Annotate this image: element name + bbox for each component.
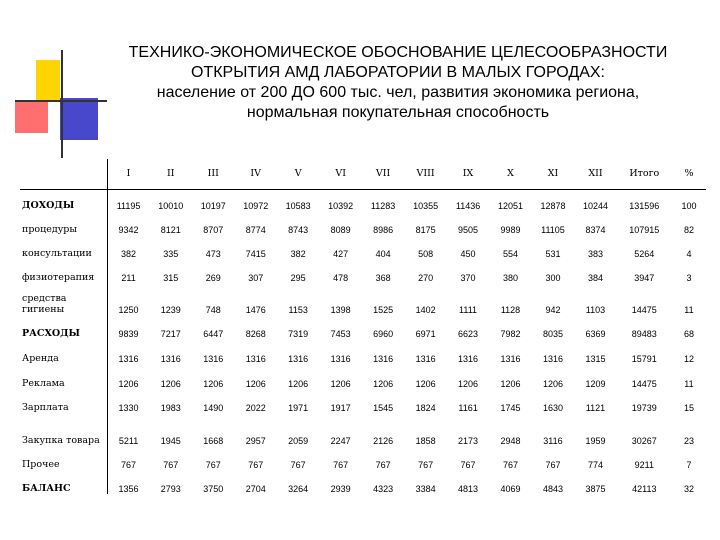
table-cell: 3384 (415, 484, 436, 494)
table-cell: 1206 (458, 379, 479, 389)
table-cell: 7319 (288, 329, 309, 339)
table-cell: 1630 (542, 403, 563, 413)
table-cell: 767 (290, 460, 306, 470)
column-header: Итого (629, 168, 660, 180)
table-cell: 368 (375, 273, 391, 283)
table-cell: 1250 (118, 305, 139, 315)
table-cell: 30267 (631, 436, 657, 446)
table-cell: 1206 (118, 379, 139, 389)
table-cell: 767 (503, 460, 519, 470)
table-cell: 473 (205, 249, 221, 259)
table-cell: 12051 (498, 201, 524, 211)
table-cell: 384 (587, 273, 603, 283)
table-cell: 269 (205, 273, 221, 283)
table-cell: 1161 (458, 403, 478, 413)
table-cell: 12878 (540, 201, 566, 211)
row-label: Прочее (20, 446, 107, 470)
table-cell: 15791 (631, 354, 657, 364)
table-cell: 7 (686, 460, 692, 470)
row-label: Реклама (20, 364, 107, 389)
table-cell: 1917 (330, 403, 351, 413)
row-label: средства гигиены (20, 283, 107, 315)
column-header: X (507, 168, 514, 180)
column-header: XII (588, 168, 603, 180)
table-cell: 1316 (160, 354, 181, 364)
table-cell: 9505 (458, 225, 479, 235)
table-cell: 1206 (160, 379, 181, 389)
table-row (20, 413, 706, 446)
table-cell: 1206 (330, 379, 351, 389)
table-cell: 1316 (458, 354, 479, 364)
table-cell: 3750 (203, 484, 224, 494)
table-cell: 9342 (118, 225, 139, 235)
table-cell: 10583 (285, 201, 311, 211)
table-cell: 8035 (542, 329, 563, 339)
table-row (20, 389, 706, 413)
table-cell: 3264 (288, 484, 309, 494)
table-cell: 7415 (245, 249, 266, 259)
table-cell: 2948 (500, 436, 521, 446)
table-cell: 68 (683, 329, 694, 339)
table-cell: 382 (290, 249, 306, 259)
decor-horizontal-line (15, 100, 107, 102)
table-cell: 9839 (118, 329, 139, 339)
table-cell: 6369 (585, 329, 606, 339)
table-cell: 307 (248, 273, 264, 283)
table-cell: 15 (683, 403, 694, 413)
title-line-3: население от 200 ДО 600 тыс. чел, развития экономика региона, (156, 84, 640, 101)
table-cell: 767 (163, 460, 179, 470)
table-cell: 1971 (288, 403, 309, 413)
table-cell: 1206 (500, 379, 521, 389)
table-cell: 23 (683, 436, 694, 446)
table-cell: 1858 (415, 436, 436, 446)
table-cell: 10244 (582, 201, 608, 211)
table-cell: 3875 (585, 484, 606, 494)
table-cell: 9211 (634, 460, 654, 470)
table-cell: 315 (163, 273, 179, 283)
table-cell: 6447 (203, 329, 224, 339)
table-cell: 1315 (585, 354, 606, 364)
column-header: I (126, 168, 131, 180)
table-cell: 11 (684, 305, 694, 315)
table-cell: 2022 (245, 403, 266, 413)
table-cell: 6623 (458, 329, 479, 339)
row-label: процедуры (20, 211, 107, 235)
row-label: Закупка товара (20, 413, 107, 446)
table-cell: 370 (460, 273, 476, 283)
table-cell: 300 (545, 273, 561, 283)
table-cell: 131596 (629, 201, 660, 211)
table-cell: 767 (248, 460, 264, 470)
table-cell: 5264 (634, 249, 655, 259)
table-cell: 2793 (160, 484, 181, 494)
table-cell: 1209 (585, 379, 606, 389)
table-cell: 1525 (373, 305, 394, 315)
table-cell: 380 (503, 273, 519, 283)
table-cell: 4813 (458, 484, 479, 494)
table-cell: 6960 (373, 329, 394, 339)
title-line-1: ТЕХНИКО-ЭКОНОМИЧЕСКОЕ ОБОСНОВАНИЕ ЦЕЛЕСООБРАЗНОСТИ (128, 44, 668, 61)
table-cell: 10010 (158, 201, 184, 211)
table-cell: 1206 (415, 379, 436, 389)
table-cell: 2957 (245, 436, 266, 446)
table-cell: 404 (375, 249, 391, 259)
table-cell: 89483 (631, 329, 657, 339)
table-row (20, 189, 706, 211)
table-cell: 8089 (330, 225, 351, 235)
table-cell: 478 (333, 273, 349, 283)
table-cell: 1206 (288, 379, 309, 389)
decor-yellow-square (36, 60, 60, 102)
table-cell: 11105 (541, 225, 565, 235)
table-cell: 4069 (500, 484, 521, 494)
table-row (20, 339, 706, 364)
row-label: консультации (20, 235, 107, 259)
table-cell: 8374 (585, 225, 606, 235)
table-cell: 11195 (116, 201, 141, 211)
column-header: III (207, 168, 219, 180)
table-cell: 295 (290, 273, 306, 283)
decor-blue-square (60, 98, 98, 140)
table-cell: 1153 (288, 305, 308, 315)
table-row (20, 470, 706, 494)
slide-title (118, 43, 678, 123)
table-cell: 11 (684, 379, 694, 389)
table-cell: 12 (683, 354, 694, 364)
table-cell: 11436 (455, 201, 481, 211)
table-cell: 5211 (118, 436, 139, 446)
table-cell: 335 (163, 249, 179, 259)
table-cell: 382 (121, 249, 137, 259)
table-cell: 1111 (459, 305, 478, 315)
table-cell: 767 (375, 460, 391, 470)
table-cell: 554 (503, 249, 519, 259)
table-cell: 1356 (118, 484, 139, 494)
table-cell: 1668 (203, 436, 224, 446)
table-cell: 450 (460, 249, 476, 259)
table-cell: 767 (460, 460, 476, 470)
column-header: IV (250, 168, 262, 180)
table-cell: 4843 (542, 484, 563, 494)
table-cell: 19739 (631, 403, 657, 413)
table-cell: 2939 (330, 484, 351, 494)
table-cell: 531 (545, 249, 561, 259)
table-cell: 1402 (415, 305, 436, 315)
column-header: XI (547, 168, 559, 180)
table-cell: 6971 (415, 329, 436, 339)
table-cell: 767 (333, 460, 349, 470)
table-cell: 1103 (585, 305, 606, 315)
table-cell: 508 (418, 249, 434, 259)
column-header: VIII (416, 168, 435, 180)
table-cell: 1128 (500, 305, 521, 315)
table-cell: 2247 (330, 436, 351, 446)
table-cell: 1959 (585, 436, 606, 446)
table-cell: 3116 (543, 436, 563, 446)
table-cell: 8121 (160, 225, 181, 235)
table-cell: 1476 (245, 305, 266, 315)
table-cell: 1745 (500, 403, 521, 413)
table-cell: 1945 (160, 436, 181, 446)
table-cell: 211 (121, 273, 136, 283)
table-row (20, 211, 706, 235)
table-cell: 1316 (330, 354, 351, 364)
table-cell: 767 (121, 460, 137, 470)
table-cell: 107915 (629, 225, 660, 235)
table-cell: 2704 (245, 484, 266, 494)
table-cell: 427 (333, 249, 349, 259)
title-line-2: ОТКРЫТИЯ АМД ЛАБОРАТОРИИ В МАЛЫХ ГОРОДАХ: (190, 64, 605, 81)
table-cell: 10197 (200, 201, 226, 211)
row-label: РАСХОДЫ (20, 315, 107, 339)
table-cell: 1206 (542, 379, 563, 389)
table-cell: 1330 (118, 403, 139, 413)
table-cell: 7453 (330, 329, 351, 339)
table-cell: 8175 (415, 225, 436, 235)
table-cell: 100 (681, 201, 697, 211)
table-row (20, 259, 706, 283)
table-row (20, 446, 706, 470)
header-corner (20, 159, 107, 189)
table-cell: 10355 (413, 201, 439, 211)
table-cell: 1316 (288, 354, 309, 364)
table-cell: 383 (587, 249, 603, 259)
column-header: V (294, 168, 302, 180)
table-cell: 9989 (500, 225, 521, 235)
table-cell: 1206 (203, 379, 224, 389)
table-cell: 2126 (373, 436, 394, 446)
table-cell: 1239 (160, 305, 181, 315)
table-cell: 1316 (203, 354, 224, 364)
table-cell: 1545 (373, 403, 394, 413)
column-header: VII (375, 168, 391, 180)
table-cell: 3 (686, 273, 692, 283)
table-cell: 8986 (373, 225, 394, 235)
table-cell: 7217 (160, 329, 181, 339)
table-cell: 1121 (585, 403, 606, 413)
table-cell: 8707 (203, 225, 224, 235)
row-label: Аренда (20, 339, 107, 364)
column-header: VI (335, 168, 346, 180)
table-cell: 14475 (631, 379, 657, 389)
table-cell: 1316 (415, 354, 436, 364)
decor-red-square (15, 100, 48, 133)
table-cell: 2059 (288, 436, 309, 446)
table-cell: 8743 (288, 225, 309, 235)
table-cell: 4323 (373, 484, 394, 494)
feasibility-table (20, 159, 706, 494)
table-cell: 32 (683, 484, 694, 494)
table-cell: 8774 (245, 225, 266, 235)
table-row (20, 235, 706, 259)
table-cell: 10972 (243, 201, 269, 211)
row-label: ДОХОДЫ (20, 189, 107, 211)
table-cell: 11283 (370, 201, 396, 211)
table-cell: 8268 (245, 329, 266, 339)
table-cell: 14475 (631, 305, 657, 315)
table-cell: 1316 (245, 354, 266, 364)
table-row (20, 315, 706, 339)
column-header: II (167, 168, 175, 180)
table-header-row (20, 159, 706, 189)
table-cell: 767 (545, 460, 561, 470)
table-row (20, 364, 706, 389)
row-label: БАЛАНС (20, 470, 107, 494)
table-cell: 1206 (245, 379, 266, 389)
table-cell: 82 (683, 225, 694, 235)
table-cell: 270 (418, 273, 434, 283)
table-cell: 3947 (634, 273, 655, 283)
row-label: физиотерапия (20, 259, 107, 283)
decor-vertical-line (61, 50, 63, 158)
table-cell: 774 (587, 460, 603, 470)
row-label: Зарплата (20, 389, 107, 413)
table-cell: 1316 (500, 354, 521, 364)
table-cell: 1983 (160, 403, 181, 413)
table-cell: 767 (205, 460, 221, 470)
table-cell: 748 (205, 305, 221, 315)
table-cell: 10392 (328, 201, 354, 211)
table-cell: 1206 (373, 379, 394, 389)
table-cell: 7982 (500, 329, 521, 339)
table-cell: 4 (686, 249, 692, 259)
title-line-4: нормальная покупательная способность (246, 104, 550, 121)
column-header: % (684, 168, 694, 180)
table-cell: 1824 (415, 403, 436, 413)
table-cell: 1316 (542, 354, 563, 364)
table-cell: 2173 (458, 436, 479, 446)
column-header: IX (462, 168, 474, 180)
table-cell: 1316 (118, 354, 139, 364)
table-cell: 942 (545, 305, 561, 315)
table-cell: 1398 (330, 305, 351, 315)
table-cell: 1316 (373, 354, 394, 364)
table-cell: 1490 (203, 403, 224, 413)
table-row (20, 283, 706, 315)
table-cell: 42113 (632, 484, 657, 494)
table-cell: 767 (418, 460, 434, 470)
